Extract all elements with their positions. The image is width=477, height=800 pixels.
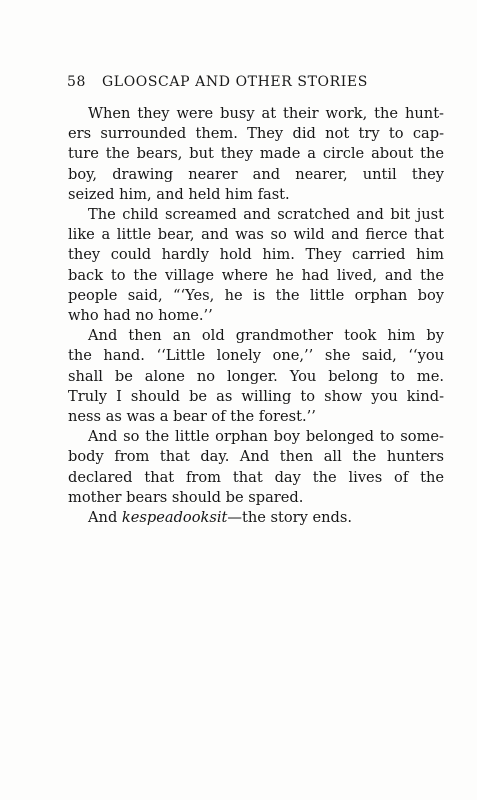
paragraph-4-line-2: body from that day. And then all the hunters (68, 448, 444, 466)
paragraph-2-line-3: they could hardly hold him. They carried him (68, 246, 444, 264)
paragraph-3-line-1: And then an old grandmother took him by (88, 327, 444, 345)
closing-prefix: And (88, 509, 122, 527)
closing-line-text (88, 508, 444, 528)
body-text (68, 104, 444, 528)
paragraph-1-line-5: seized him, and held him fast. (68, 185, 290, 203)
paragraph-1-line-1: When they were busy at their work, the hunt- (88, 105, 444, 122)
paragraph-3-line-4: Truly I should be as willing to show you kind- (68, 387, 444, 405)
paragraph-1-line-4: boy, drawing nearer and nearer, until they (68, 165, 444, 183)
paragraph-4-line-4: mother bears should be spared. (68, 488, 304, 506)
paragraph-1 (68, 104, 444, 205)
paragraph-4 (68, 427, 444, 508)
paragraph-3 (68, 326, 444, 427)
paragraph-2-line-1: The child screamed and scratched and bit just (88, 206, 444, 224)
closing-suffix: —the story ends. (227, 509, 352, 527)
page-number: 58 (67, 74, 87, 90)
paragraph-3-line-5: ness as was a bear of the forest.’’ (68, 408, 316, 426)
paragraph-1-line-2: ers surrounded them. They did not try to cap- (68, 125, 444, 143)
paragraph-4-line-1: And so the little orphan boy belonged to some- (88, 428, 444, 446)
paragraph-4-line-3: declared that from that day the lives of the (68, 468, 444, 486)
closing-line (88, 508, 444, 528)
paragraph-2 (68, 205, 444, 326)
paragraph-2-line-4: back to the village where he had lived, and the (68, 266, 444, 284)
running-header (67, 74, 439, 90)
running-title: GLOOSCAP AND OTHER STORIES (102, 74, 368, 90)
paragraph-2-line-6: who had no home.’’ (68, 307, 213, 325)
paragraph-3-line-3: shall be alone no longer. You belong to me. (68, 367, 444, 385)
closing-italic-word: kespeadooksit (121, 509, 228, 527)
paragraph-2-line-5: people said, “‘Yes, he is the little orphan boy (68, 286, 444, 304)
paragraph-1-line-3: ture the bears, but they made a circle about the (68, 145, 444, 163)
paragraph-3-line-2: the hand. ‘‘Little lonely one,’’ she said, ‘‘you (68, 347, 444, 365)
paragraph-2-line-2: like a little bear, and was so wild and fierce that (68, 226, 444, 244)
